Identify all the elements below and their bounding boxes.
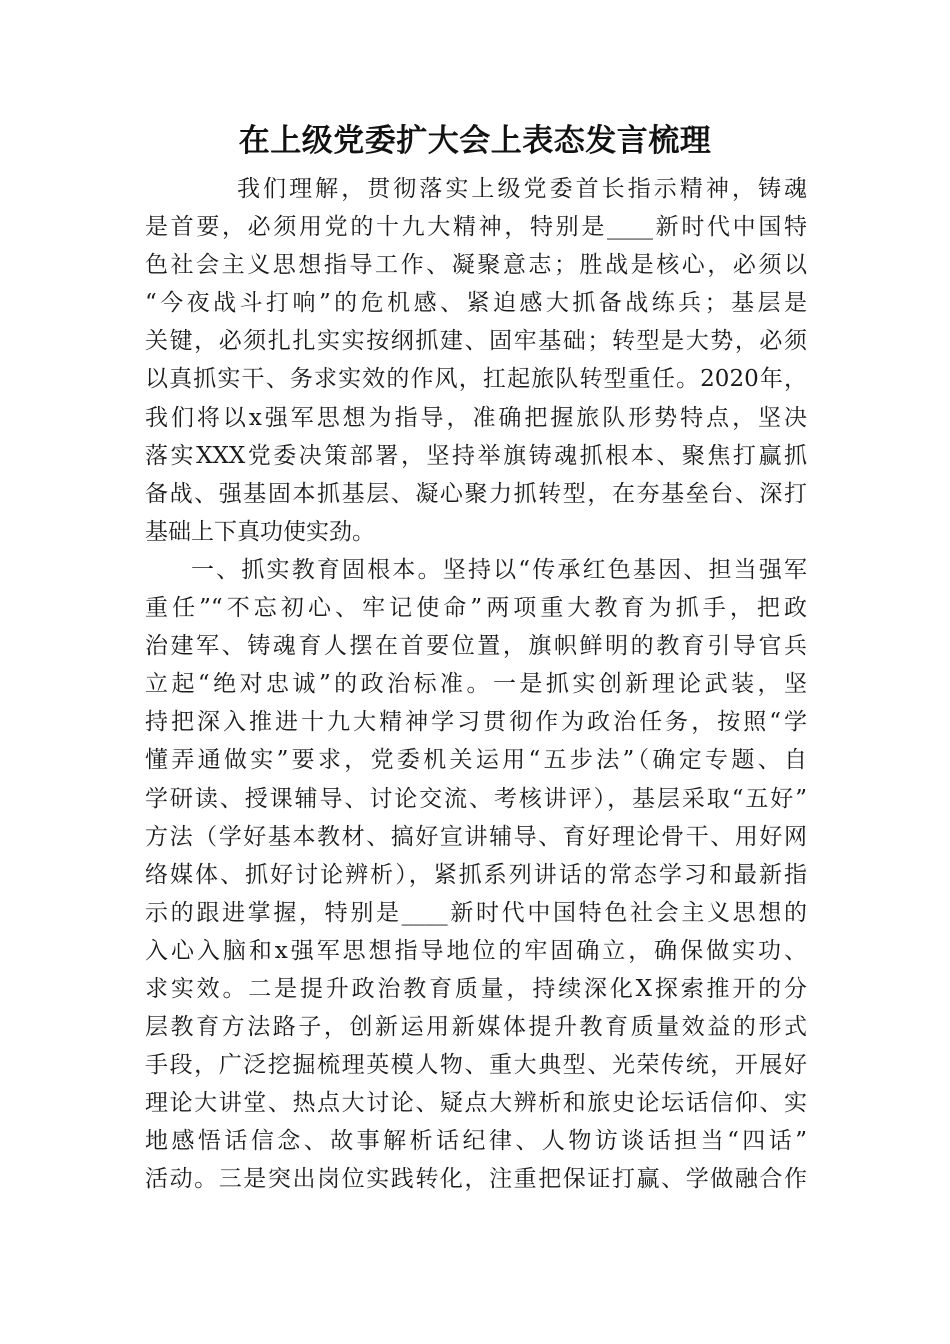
paragraph-line: 色社会主义思想指导工作、凝聚意志；胜战是核心，必须以: [145, 252, 807, 279]
paragraph-line: 重任”“不忘初心、牢记使命”两项重大教育为抓手，把政: [145, 595, 807, 622]
paragraph-line: 手段，广泛挖掘梳理英模人物、重大典型、光荣传统，开展好: [145, 1052, 807, 1079]
paragraph-line: 层教育方法路子，创新运用新媒体提升教育质量效益的形式: [145, 1014, 807, 1041]
paragraph-line: 持把深入推进十九大精神学习贯彻作为政治任务，按照“学: [145, 709, 807, 736]
paragraph-line: 活动。三是突出岗位实践转化，注重把保证打赢、学做融合作: [145, 1166, 807, 1193]
paragraph-line: 学研读、授课辅导、讨论交流、考核讲评），基层采取“五好”: [145, 785, 807, 812]
paragraph-line: 治建军、铸魂育人摆在首要位置，旗帜鲜明的教育引导官兵: [145, 633, 807, 660]
paragraph-line: 懂弄通做实”要求，党委机关运用“五步法”（确定专题、自: [145, 747, 807, 774]
paragraph-line: 络媒体、抓好讨论辨析），紧抓系列讲话的常态学习和最新指: [145, 861, 807, 888]
paragraph-line: 立起“绝对忠诚”的政治标准。一是抓实创新理论武装，坚: [145, 671, 807, 698]
paragraph-line: 我们将以x强军思想为指导，准确把握旅队形势特点，坚决: [145, 404, 807, 431]
paragraph-line: 基础上下真功使实劲。: [145, 518, 375, 545]
paragraph-line: 示的跟进掌握，特别是____新时代中国特色社会主义思想的: [145, 899, 807, 926]
paragraph-line: 以真抓实干、务求实效的作风，扛起旅队转型重任。2020年，: [145, 366, 807, 393]
paragraph-line: “今夜战斗打响”的危机感、紧迫感大抓备战练兵；基层是: [145, 290, 807, 317]
paragraph-line: 我们理解，贯彻落实上级党委首长指示精神，铸魂: [237, 176, 807, 202]
paragraph-line: 求实效。二是提升政治教育质量，持续深化X探索推开的分: [145, 975, 807, 1002]
paragraph-line: 备战、强基固本抓基层、凝心聚力抓转型，在夯基垒台、深打: [145, 480, 807, 507]
paragraph-line: 入心入脑和x强军思想指导地位的牢固确立，确保做实功、: [145, 937, 807, 964]
paragraph-line: 是首要，必须用党的十九大精神，特别是____新时代中国特: [145, 214, 807, 241]
paragraph-line: 地感悟话信念、故事解析话纪律、人物访谈话担当“四话”: [145, 1128, 807, 1155]
document-body: [145, 170, 807, 1199]
paragraph-line: 落实XXX党委决策部署，坚持举旗铸魂抓根本、聚焦打赢抓: [145, 442, 807, 469]
paragraph-line: 一、抓实教育固根本。坚持以“传承红色基因、担当强军: [191, 556, 807, 583]
paragraph-line: 理论大讲堂、热点大讨论、疑点大辨析和旅史论坛话信仰、实: [145, 1090, 807, 1117]
document-title: 在上级党委扩大会上表态发言梳理: [238, 123, 712, 159]
paragraph-line: 关键，必须扎扎实实按纲抓建、固牢基础；转型是大势，必须: [145, 328, 807, 355]
paragraph-line: 方法（学好基本教材、搞好宣讲辅导、育好理论骨干、用好网: [145, 823, 807, 850]
